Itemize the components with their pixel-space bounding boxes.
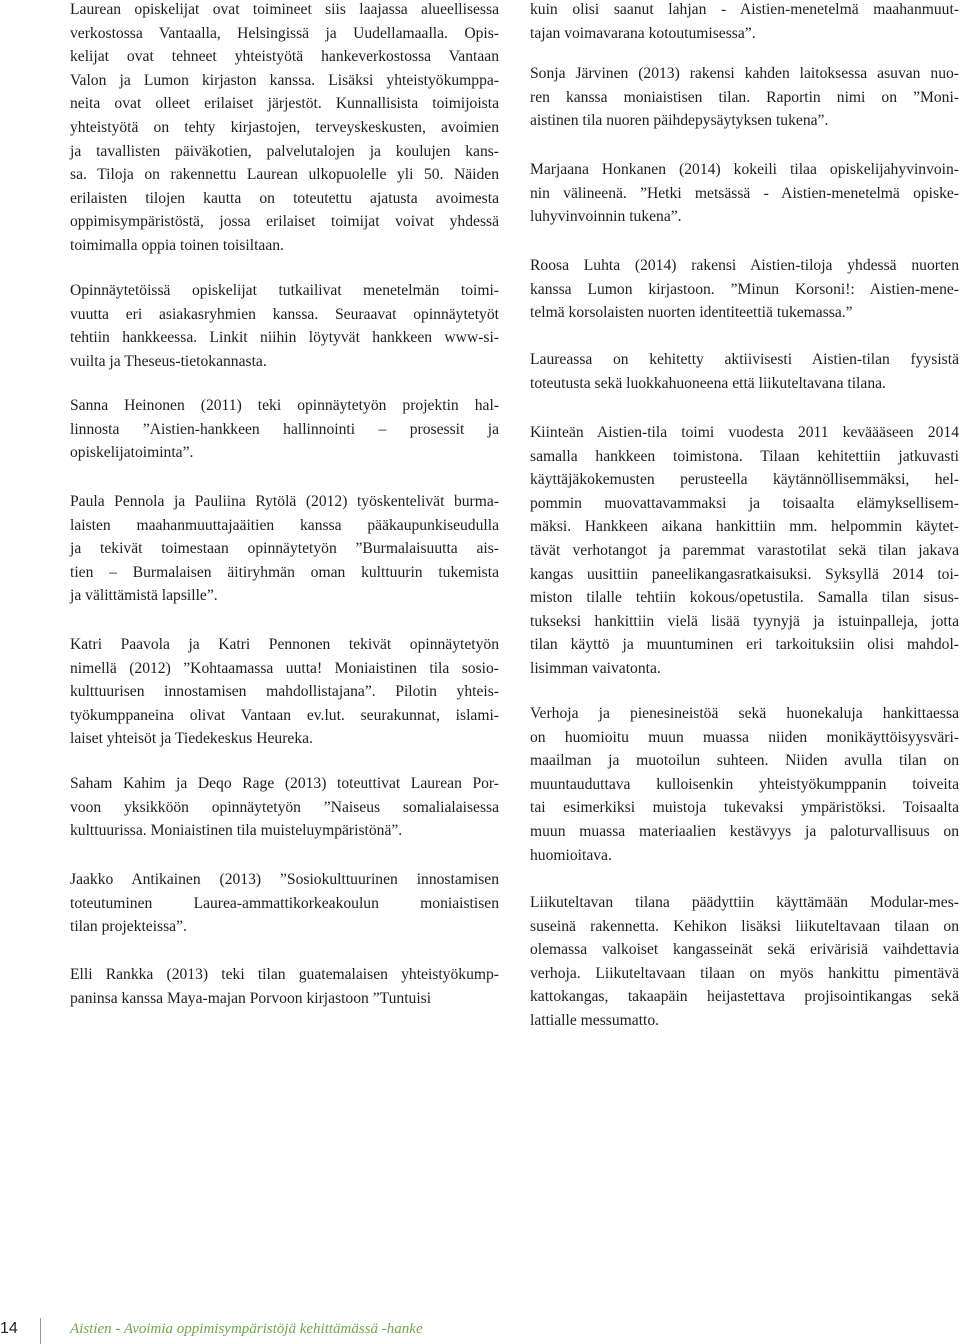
text-line: kulttuurisen innostamisen mahdollistajana”. Pilotin yhteis- xyxy=(70,683,499,701)
text-line: mäksi. Hankkeen aikana hankittiin mm. helpommin käytet- xyxy=(530,518,959,536)
text-line: muuntauduttava kulloisenkin yhteistyökumppanin toiveita xyxy=(530,775,959,793)
text-line: neita ovat olleet erilaiset järjestöt. Kunnallisista toimijoista xyxy=(70,95,499,113)
text-line: tai esimerkiksi muistoja tukevaksi ympäristöksi. Toisaalta xyxy=(530,799,959,817)
text-line: tilan käyttö ja muuntuminen eri tarkoituksiin olisi mahdol- xyxy=(530,636,959,654)
text-line: paninsa kanssa Maya-majan Porvoon kirjastoon ”Tuntuisi xyxy=(70,989,432,1007)
page-footer xyxy=(0,1318,960,1344)
paragraph xyxy=(530,254,959,325)
text-line: toimimalla oppia toinen toisiltaan. xyxy=(70,236,284,254)
paragraph xyxy=(70,963,499,1010)
text-line: tajan voimavarana kotoutumisessa”. xyxy=(530,24,756,42)
text-line: vuilta ja Theseus-tietokannasta. xyxy=(70,352,267,370)
paragraph xyxy=(530,891,959,1033)
text-line: Jaakko Antikainen (2013) ”Sosiokulttuurinen innostamisen xyxy=(70,871,499,888)
text-line: huomioitava. xyxy=(530,846,612,864)
paragraph xyxy=(530,348,959,395)
text-line: Liikuteltavan tilana päädyttiin käyttämään Modular-mes- xyxy=(530,894,959,911)
paragraph xyxy=(530,158,959,229)
text-line: oppimisympäristöstä, jossa erilaiset toimijat voivat yhdessä xyxy=(70,213,499,231)
text-line: ren kanssa moniaistisen tilan. Raportin nimi on ”Moni- xyxy=(530,88,959,106)
text-line: olemassa valkoiset kangasseinät sekä erivärisiä vaihdettavia xyxy=(530,941,959,959)
text-line: Marjaana Honkanen (2014) kokeili tilaa opiskelijahyvinvoin- xyxy=(530,161,959,178)
paragraph xyxy=(70,633,499,751)
text-line: Sanna Heinonen (2011) teki opinnäytetyön projektin hal- xyxy=(70,397,499,414)
text-line: kanssa Lumon kirjastoon. ”Minun Korsoni!: Aistien-mene- xyxy=(530,280,959,298)
text-line: maailman ja muotoilun suhteen. Niiden avulla tilan on xyxy=(530,752,959,770)
text-line: Elli Rankka (2013) teki tilan guatemalaisen yhteistyökump- xyxy=(70,966,499,983)
text-line: Verhoja ja pienesineistöä sekä huonekaluja hankittaessa xyxy=(530,705,959,722)
text-line: on huomioitu muun muassa niiden monikäyttöisyysväri- xyxy=(530,728,959,746)
text-line: kelijat ovat tehneet yhteistyötä hankeverkostossa Vantaan xyxy=(70,48,499,66)
text-line: Opinnäytetöissä opiskelijat tutkailivat menetelmän toimi- xyxy=(70,282,499,299)
text-line: aistinen tila nuoren päihdepysäytyksen tukena”. xyxy=(530,112,829,130)
text-line: kulttuurissa. Moniaistinen tila muisteluympäristönä”. xyxy=(70,822,403,840)
text-line: työkumppaneina olivat Vantaan ev.lut. seurakunnat, islami- xyxy=(70,706,499,724)
text-line: tilan projekteissa”. xyxy=(70,918,187,936)
paragraph xyxy=(70,490,499,608)
page-number: 14 xyxy=(0,1320,18,1337)
text-line: Sonja Järvinen (2013) rakensi kahden laitoksessa asuvan nuo- xyxy=(530,65,959,82)
paragraph xyxy=(70,868,499,939)
text-line: ja tekivät toimestaan opinnäytetyön ”Burmalaisuutta ais- xyxy=(70,540,499,558)
text-line: vuutta eri asiakasryhmien kanssa. Seuraavat opinnäytetyöt xyxy=(70,305,499,323)
text-line: nimellä (2012) ”Kohtaamassa uutta! Moniaistinen tila sosio- xyxy=(70,659,499,677)
text-line: ja välittämistä lapsille”. xyxy=(70,587,218,605)
text-line: lattialle messumatto. xyxy=(530,1011,660,1029)
text-line: sa. Tiloja on rakennettu Laurean ulkopuolelle yli 50. Näiden xyxy=(70,166,499,184)
paragraph xyxy=(70,0,499,258)
text-line: linnosta ”Aistien-hankkeen hallinnointi – prosessit ja xyxy=(70,420,499,438)
text-line: verhoja. Liikuteltavaan tilaan on myös hankittu pimentävä xyxy=(530,964,959,982)
text-line: kattokangas, takaapäin heijastettava projisointikangas sekä xyxy=(530,988,959,1006)
text-line: samalla hankkeen toimistona. Tilaan kehitettiin jatkuvasti xyxy=(530,447,959,465)
text-line: opiskelijatoiminta”. xyxy=(70,444,194,462)
text-line: laisten maahanmuuttajaäitien kanssa pääkaupunkiseudulla xyxy=(70,516,499,534)
text-line: lisimman vaivatonta. xyxy=(530,659,661,677)
text-line: tävät verhotangot ja paremmat varastotilat sekä tilan jakava xyxy=(530,541,959,559)
text-line: Paula Pennola ja Pauliina Rytölä (2012) työskentelivät burma- xyxy=(70,493,499,510)
text-line: voon yksikköön opinnäytetyön ”Naiseus somalialaisessa xyxy=(70,798,499,816)
text-line: tukseksi hankittiin vielä lisää tyynyjä ja istuinpalleja, jotta xyxy=(530,612,959,630)
text-line: verkostossa Vantaalla, Helsingissä ja Uudellamaalla. Opis- xyxy=(70,24,499,42)
text-line: toteutuminen Laurea-ammattikorkeakoulun moniaistisen xyxy=(70,894,499,912)
paragraph xyxy=(70,394,499,465)
text-line: käyttäjäkokemusten perusteella käytännöllisemmäksi, hel- xyxy=(530,471,959,489)
text-line: erilaisten tilojen kautta on toteutettu ajatusta avoimesta xyxy=(70,189,499,207)
text-line: pommin muovattavammaksi ja toisaalta elämyksellisem- xyxy=(530,494,959,512)
text-line: tehtiin hankkeessa. Linkit niihin löytyvät hankkeen www-si- xyxy=(70,329,499,347)
text-line: Laureassa on kehitetty aktiivisesti Aistien-tilan fyysistä xyxy=(530,351,959,368)
text-line: kuin olisi saanut lahjan - Aistien-menetelmä maahanmuut- xyxy=(530,1,959,18)
text-line: telmä korsolaisten nuorten identiteettiä tukemassa.” xyxy=(530,304,853,322)
text-line: Katri Paavola ja Katri Pennonen tekivät opinnäytetyön xyxy=(70,636,499,653)
paragraph xyxy=(530,62,959,133)
text-line: laiset yhteisöt ja Tiedekeskus Heureka. xyxy=(70,730,313,748)
text-line: yhteistyötä on tehty kirjastojen, terveyskeskusten, avoimien xyxy=(70,118,499,136)
text-line: kangas uusittiin paneelikangasratkaisuksi. Syksyllä 2014 toi- xyxy=(530,565,959,583)
text-line: Kiinteän Aistien-tila toimi vuodesta 2011 keväääseen 2014 xyxy=(530,424,959,441)
text-line: luhyvinvoinnin tukena”. xyxy=(530,208,682,226)
text-line: Saham Kahim ja Deqo Rage (2013) toteuttivat Laurean Por- xyxy=(70,775,499,792)
text-line: ja tavallisten päiväkotien, palvelutalojen ja koulujen kans- xyxy=(70,142,499,160)
text-line: suseinä rakennetta. Kehikon lisäksi liikuteltavaan tilaan on xyxy=(530,917,959,935)
footer-divider xyxy=(40,1318,41,1344)
text-line: nin välineenä. ”Hetki metsässä - Aistien-menetelmä opiske- xyxy=(530,184,959,202)
paragraph xyxy=(530,0,959,45)
paragraph xyxy=(70,279,499,373)
text-line: tien – Burmalaisen äitiryhmän oman kulttuurin tukemista xyxy=(70,563,499,581)
text-line: toteutusta sekä luokkahuoneena että liikuteltavana tilana. xyxy=(530,374,886,392)
text-line: Roosa Luhta (2014) rakensi Aistien-tiloja yhdessä nuorten xyxy=(530,257,959,274)
running-title: Aistien - Avoimia oppimisympäristöjä kehittämässä -hanke xyxy=(70,1321,423,1337)
text-line: Valon ja Lumon kirjaston kanssa. Lisäksi yhteistyökumppa- xyxy=(70,71,499,89)
paragraph xyxy=(530,702,959,867)
text-line: Laurean opiskelijat ovat toimineet siis laajassa alueellisessa xyxy=(70,1,499,18)
paragraph xyxy=(530,421,959,681)
text-line: muun muassa materiaalien kestävyys ja paloturvallisuus on xyxy=(530,822,959,840)
text-line: miston tilalle tehtiin kokous/opetustila. Samalla tilan sisus- xyxy=(530,589,959,607)
paragraph xyxy=(70,772,499,843)
